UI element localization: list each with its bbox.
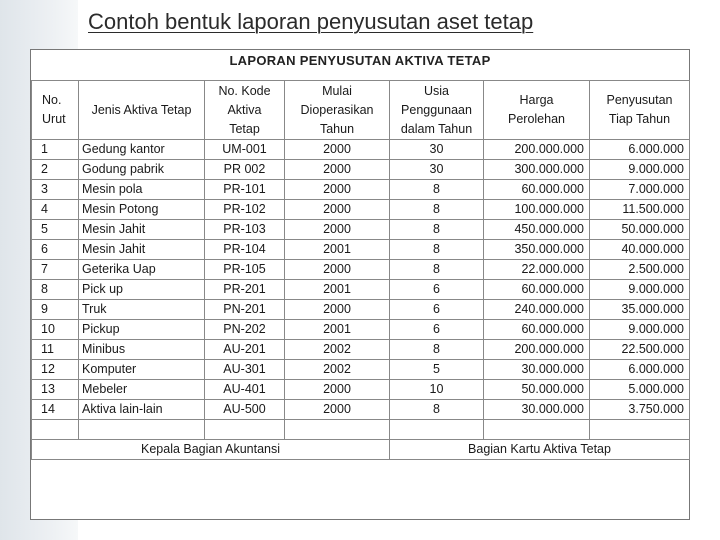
cell-name: Komputer [79,360,205,380]
cell-code: PR-101 [205,180,285,200]
cell-price: 50.000.000 [484,380,590,400]
cell-name: Geterika Uap [79,260,205,280]
cell-no: 4 [32,200,79,220]
cell-year: 2000 [285,160,390,180]
cell-code: PR-105 [205,260,285,280]
table-row [32,320,690,340]
col-header-price-line2: Perolehan [508,112,565,126]
col-header-life-line1: Usia [423,83,449,98]
cell-name: Mesin pola [79,180,205,200]
cell-code: PN-201 [205,300,285,320]
cell-code: AU-301 [205,360,285,380]
cell-dep: 9.000.000 [590,280,690,300]
cell-life: 30 [390,140,484,160]
cell-no: 2 [32,160,79,180]
table-row [32,380,690,400]
table-row [32,280,690,300]
cell-no: 10 [32,320,79,340]
signature-right: Bagian Kartu Aktiva Tetap [390,440,690,460]
cell-name: Godung pabrik [79,160,205,180]
cell-price: 30.000.000 [484,400,590,420]
col-header-no-line1: No. [42,93,62,107]
cell-dep: 6.000.000 [590,140,690,160]
cell-code: UM-001 [205,140,285,160]
cell-year: 2002 [285,340,390,360]
cell-life: 8 [390,180,484,200]
table-row [32,220,690,240]
blank-cell [390,420,484,440]
cell-price: 200.000.000 [484,140,590,160]
blank-cell [285,420,390,440]
table-row [32,140,690,160]
col-header-code-line2: Aktiva [227,102,262,117]
cell-price: 350.000.000 [484,240,590,260]
cell-life: 5 [390,360,484,380]
cell-life: 30 [390,160,484,180]
col-header-life [390,81,484,140]
col-header-year [285,81,390,140]
col-header-price [484,81,590,140]
cell-code: PR 002 [205,160,285,180]
col-header-dep-line1: Penyusutan [606,93,673,107]
blank-cell [205,420,285,440]
cell-name: Mesin Potong [79,200,205,220]
cell-name: Pick up [79,280,205,300]
cell-code: AU-500 [205,400,285,420]
cell-no: 14 [32,400,79,420]
table-row [32,180,690,200]
cell-price: 60.000.000 [484,320,590,340]
col-header-price-line1: Harga [519,93,554,107]
cell-year: 2001 [285,240,390,260]
cell-no: 3 [32,180,79,200]
cell-life: 8 [390,260,484,280]
cell-life: 10 [390,380,484,400]
cell-dep: 3.750.000 [590,400,690,420]
signature-left: Kepala Bagian Akuntansi [32,440,390,460]
cell-name: Mesin Jahit [79,220,205,240]
col-header-dep [590,81,690,140]
cell-no: 13 [32,380,79,400]
cell-year: 2000 [285,200,390,220]
cell-code: PR-201 [205,280,285,300]
table-row [32,300,690,320]
cell-name: Pickup [79,320,205,340]
cell-price: 450.000.000 [484,220,590,240]
blank-cell [590,420,690,440]
cell-year: 2000 [285,400,390,420]
cell-life: 8 [390,240,484,260]
cell-dep: 9.000.000 [590,160,690,180]
cell-life: 8 [390,340,484,360]
table-row [32,340,690,360]
col-header-year-line3: Tahun [319,121,355,136]
signature-row [32,440,690,460]
col-header-no [32,81,79,140]
col-header-code-line1: No. Kode [218,83,271,98]
cell-price: 22.000.000 [484,260,590,280]
cell-year: 2000 [285,180,390,200]
cell-price: 30.000.000 [484,360,590,380]
col-header-year-line1: Mulai [322,83,352,98]
cell-name: Minibus [79,340,205,360]
table-row [32,240,690,260]
asset-rows [32,140,690,420]
cell-life: 6 [390,320,484,340]
cell-dep: 35.000.000 [590,300,690,320]
col-header-dep-line2: Tiap Tahun [608,112,671,126]
cell-life: 8 [390,400,484,420]
cell-code: PN-202 [205,320,285,340]
cell-dep: 5.000.000 [590,380,690,400]
cell-life: 6 [390,280,484,300]
report-title: LAPORAN PENYUSUTAN AKTIVA TETAP [229,53,491,68]
cell-code: PR-103 [205,220,285,240]
table-row [32,360,690,380]
cell-life: 6 [390,300,484,320]
blank-cell [79,420,205,440]
col-header-life-line3: dalam Tahun [400,121,473,136]
table-row [32,160,690,180]
cell-life: 8 [390,220,484,240]
cell-year: 2000 [285,220,390,240]
cell-name: Mebeler [79,380,205,400]
cell-dep: 40.000.000 [590,240,690,260]
cell-price: 200.000.000 [484,340,590,360]
cell-no: 8 [32,280,79,300]
col-header-life-line2: Penggunaan [401,102,472,117]
cell-dep: 22.500.000 [590,340,690,360]
blank-cell [484,420,590,440]
cell-year: 2001 [285,320,390,340]
col-header-name-line1: Jenis Aktiva Tetap [91,102,192,117]
cell-dep: 7.000.000 [590,180,690,200]
cell-code: AU-401 [205,380,285,400]
cell-year: 2002 [285,360,390,380]
cell-dep: 2.500.000 [590,260,690,280]
col-header-code-line3: Tetap [229,121,260,136]
header-row [32,81,690,140]
table-row [32,400,690,420]
cell-life: 8 [390,200,484,220]
col-header-name [79,81,205,140]
cell-no: 6 [32,240,79,260]
cell-code: PR-102 [205,200,285,220]
cell-no: 7 [32,260,79,280]
cell-no: 1 [32,140,79,160]
col-header-code [205,81,285,140]
table-row [32,200,690,220]
cell-name: Aktiva lain-lain [79,400,205,420]
asset-table [31,80,690,460]
slide-title: Contoh bentuk laporan penyusutan aset tetap [88,9,534,34]
cell-price: 240.000.000 [484,300,590,320]
blank-cell [32,420,79,440]
cell-price: 60.000.000 [484,280,590,300]
cell-no: 5 [32,220,79,240]
cell-name: Mesin Jahit [79,240,205,260]
col-header-year-line2: Dioperasikan [300,102,374,117]
cell-dep: 6.000.000 [590,360,690,380]
cell-no: 11 [32,340,79,360]
cell-no: 12 [32,360,79,380]
cell-year: 2000 [285,260,390,280]
cell-year: 2001 [285,280,390,300]
col-header-no-line2: Urut [42,112,66,126]
blank-row [32,420,690,440]
cell-year: 2000 [285,300,390,320]
table-row [32,260,690,280]
cell-no: 9 [32,300,79,320]
cell-year: 2000 [285,380,390,400]
cell-price: 300.000.000 [484,160,590,180]
cell-dep: 50.000.000 [590,220,690,240]
depreciation-report [30,49,690,520]
cell-dep: 9.000.000 [590,320,690,340]
cell-code: PR-104 [205,240,285,260]
cell-price: 100.000.000 [484,200,590,220]
cell-name: Gedung kantor [79,140,205,160]
cell-name: Truk [79,300,205,320]
cell-code: AU-201 [205,340,285,360]
cell-year: 2000 [285,140,390,160]
cell-price: 60.000.000 [484,180,590,200]
cell-dep: 11.500.000 [590,200,690,220]
